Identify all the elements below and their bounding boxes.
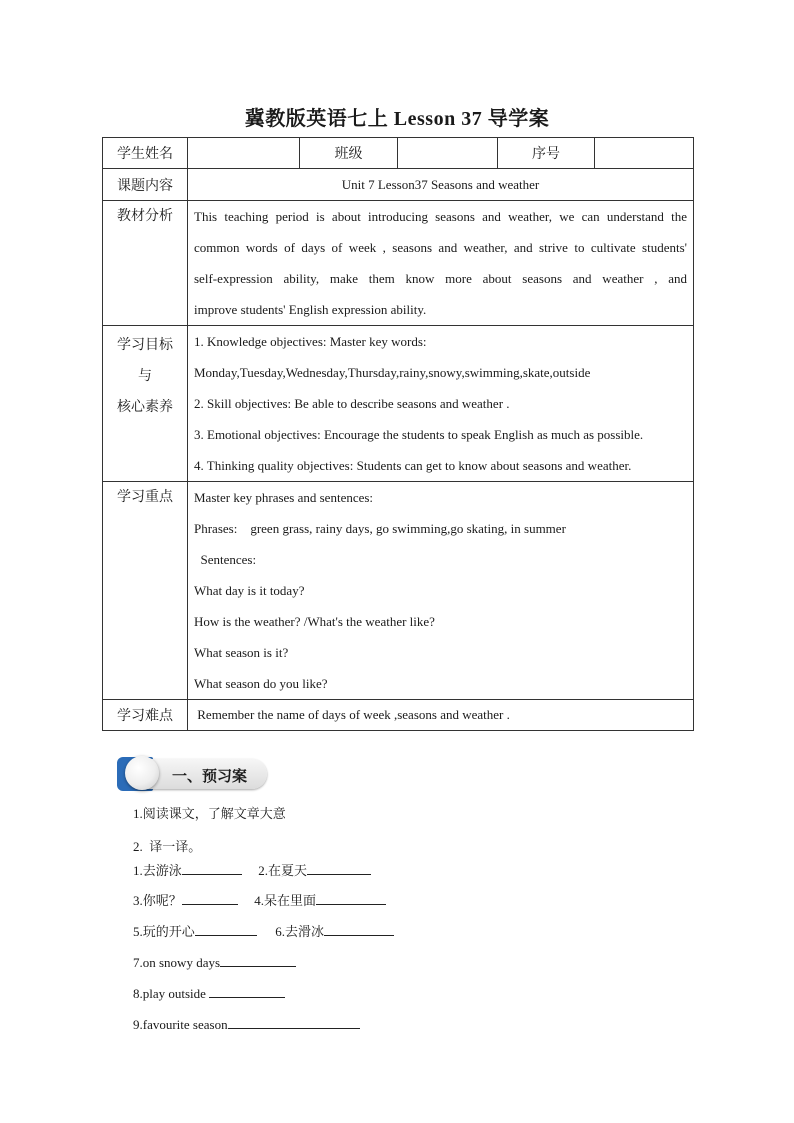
- student-name-field[interactable]: [188, 138, 300, 169]
- objective-line: 4. Thinking quality objectives: Students can get to know about seasons and weather.: [194, 458, 632, 473]
- answer-blank[interactable]: [307, 858, 371, 875]
- key-point-line: What season do you like?: [194, 676, 328, 691]
- translation-prompt: 3.你呢？: [133, 893, 182, 908]
- circle-icon: [125, 756, 159, 790]
- objective-line: 2. Skill objectives: Be able to describe seasons and weather .: [194, 396, 510, 411]
- seat-number-label: 序号: [498, 138, 595, 169]
- exercise-instruction: 1.阅读课文，了解文章大意: [133, 806, 286, 821]
- phrase-prompt: 9.favourite season: [133, 1017, 228, 1032]
- key-point-line: Sentences:: [194, 552, 257, 567]
- page-title: 冀教版英语七上 Lesson 37 导学案: [244, 108, 550, 130]
- preview-exercises: [133, 798, 394, 1040]
- difficulties-label: 学习难点: [103, 700, 188, 731]
- header-row: [103, 138, 694, 169]
- phrase-prompt: 7.on snowy days: [133, 955, 221, 970]
- analysis-line: improve students' English expression ability.: [194, 302, 427, 317]
- answer-blank[interactable]: [195, 919, 257, 936]
- answer-blank[interactable]: [316, 888, 386, 905]
- translation-row: [133, 857, 394, 885]
- answer-blank[interactable]: [220, 950, 296, 967]
- phrase-row: [133, 947, 394, 978]
- answer-blank[interactable]: [209, 981, 285, 998]
- translation-prompt: 1.去游泳: [133, 863, 182, 878]
- key-point-line: What season is it?: [194, 645, 289, 660]
- objectives-label: 学习目标 与 核心素养: [103, 326, 188, 482]
- answer-blank[interactable]: [182, 858, 242, 875]
- analysis-label: 教材分析: [103, 201, 188, 326]
- class-label: 班级: [300, 138, 398, 169]
- phrase-row: [133, 978, 394, 1009]
- section-badge: [117, 755, 267, 795]
- lesson-plan-table: [102, 137, 694, 731]
- exercise-instruction: 2. 译一译。: [133, 839, 202, 854]
- student-name-label: 学生姓名: [103, 138, 188, 169]
- translation-prompt: 5.玩的开心: [133, 924, 195, 939]
- answer-blank[interactable]: [228, 1012, 360, 1029]
- preview-heading: 一、预习案: [172, 767, 248, 785]
- translation-prompt: 6.去滑冰: [275, 924, 325, 939]
- answer-blank[interactable]: [324, 919, 394, 936]
- key-point-line: What day is it today?: [194, 583, 305, 598]
- translation-row: [133, 885, 394, 916]
- objectives-row: [103, 326, 694, 482]
- translation-prompt: 4.呆在里面: [254, 893, 317, 908]
- topic-label: 课题内容: [103, 169, 188, 201]
- objective-line: 1. Knowledge objectives: Master key words:: [194, 334, 427, 349]
- analysis-content: [188, 201, 694, 326]
- key-points-content: [188, 482, 694, 700]
- topic-value: Unit 7 Lesson37 Seasons and weather: [188, 169, 694, 201]
- class-field[interactable]: [398, 138, 498, 169]
- answer-blank[interactable]: [182, 888, 238, 905]
- analysis-line: self-expression ability, make them know more about seasons and weather , and: [194, 271, 687, 286]
- phrase-prompt: 8.play outside: [133, 986, 210, 1001]
- key-point-line: Phrases: green grass, rainy days, go swimming,go skating, in summer: [194, 521, 566, 536]
- seat-number-field[interactable]: [595, 138, 694, 169]
- topic-row: [103, 169, 694, 201]
- objective-line: Monday,Tuesday,Wednesday,Thursday,rainy,snowy,swimming,skate,outside: [194, 365, 591, 380]
- translation-row: [133, 916, 394, 947]
- analysis-line: common words of days of week , seasons and weather, and strive to cultivate students': [194, 240, 687, 255]
- phrase-row: [133, 1009, 394, 1040]
- translation-prompt: 2.在夏天: [258, 863, 308, 878]
- analysis-line: This teaching period is about introducing seasons and weather, we can understand the: [194, 209, 687, 224]
- objectives-content: [188, 326, 694, 482]
- objective-line: 3. Emotional objectives: Encourage the students to speak English as much as possible.: [194, 427, 644, 442]
- key-points-row: [103, 482, 694, 700]
- analysis-row: [103, 201, 694, 326]
- key-point-line: How is the weather? /What's the weather like?: [194, 614, 435, 629]
- key-points-label: 学习重点: [103, 482, 188, 700]
- key-point-line: Master key phrases and sentences:: [194, 490, 374, 505]
- difficulties-row: [103, 700, 694, 731]
- difficulties-value: Remember the name of days of week ,seasons and weather .: [188, 700, 694, 731]
